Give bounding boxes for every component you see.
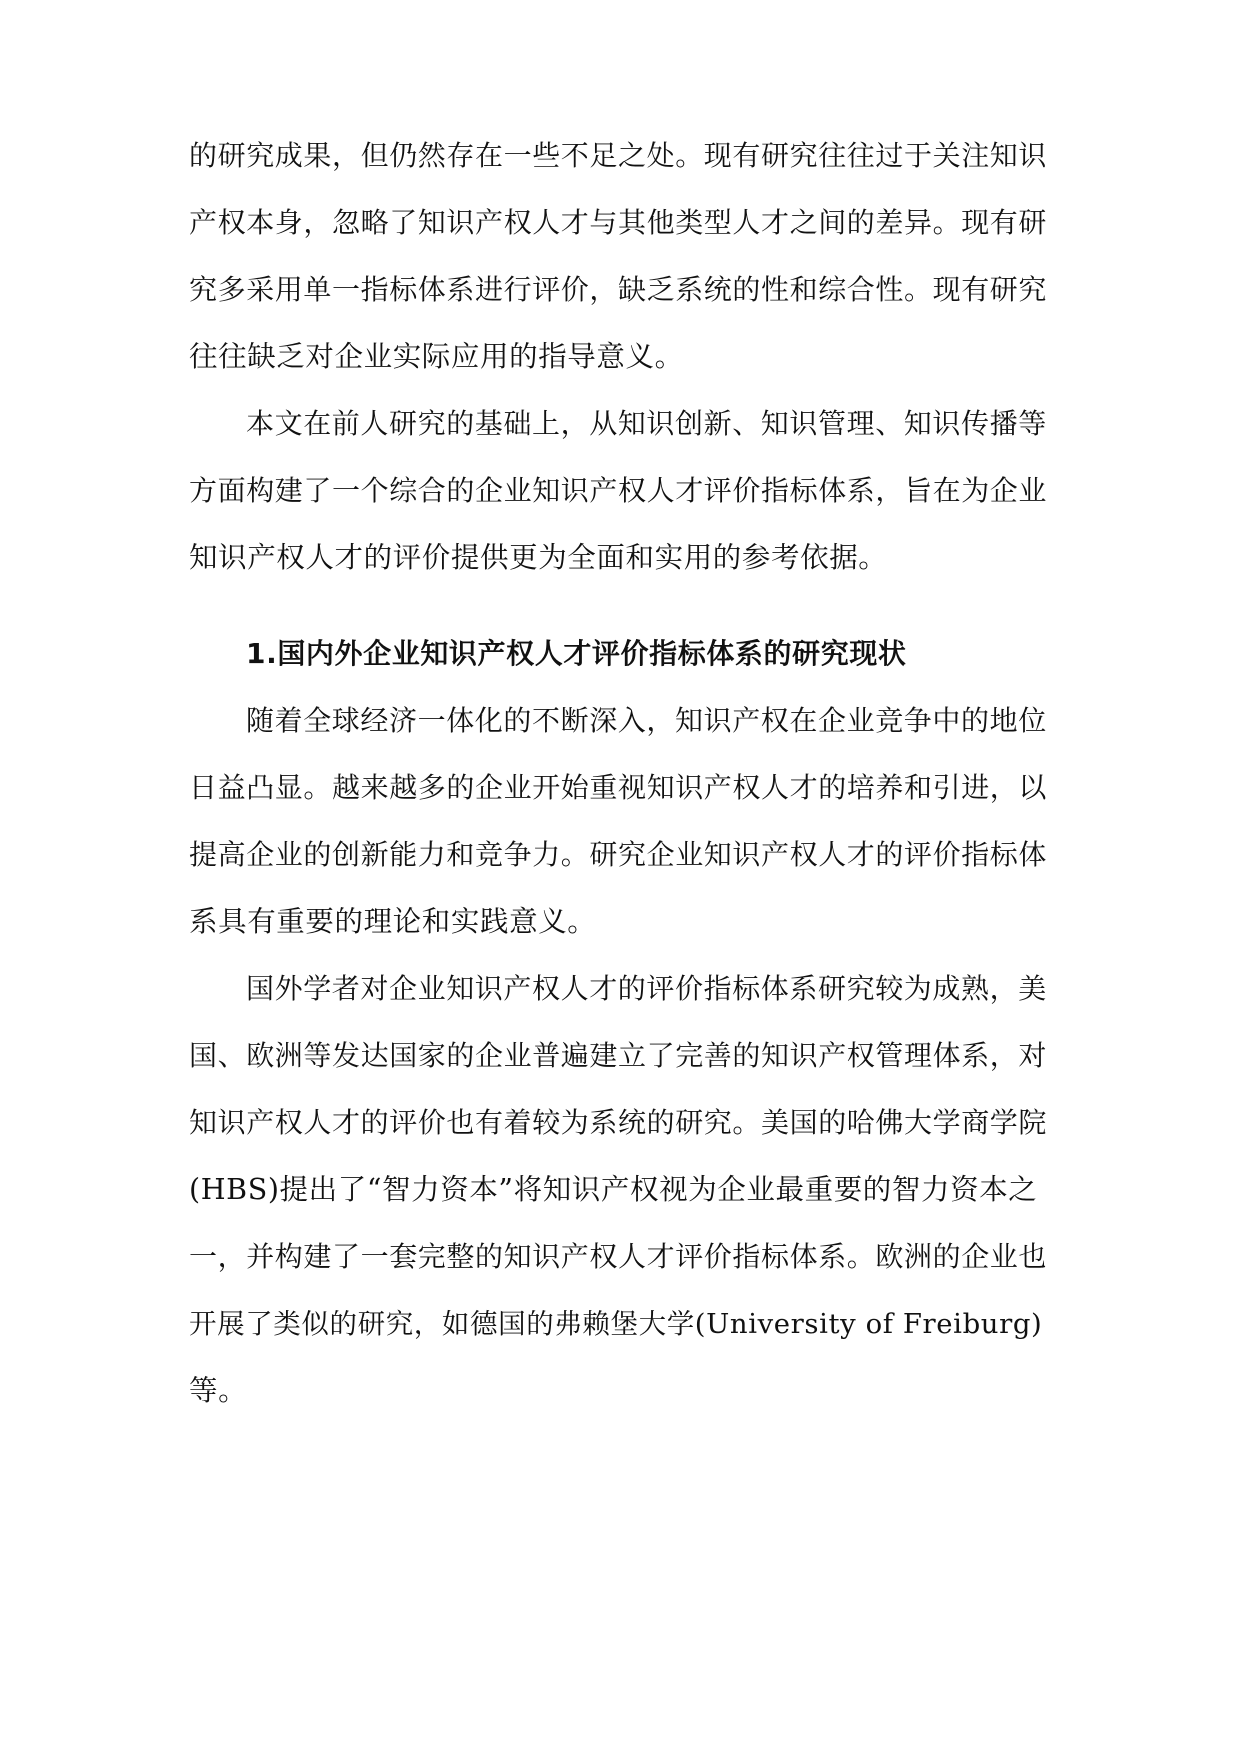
paragraph-4-line-5: 一，并构建了一套完整的知识产权人才评价指标体系。欧洲的企业也 [189,1240,1048,1273]
paragraph-2-line-3: 知识产权人才的评价提供更为全面和实用的参考依据。 [189,541,888,574]
paragraph-3-line-4: 系具有重要的理论和实践意义。 [189,905,597,938]
section-heading: 1.国内外企业知识产权人才评价指标体系的研究现状 [246,637,907,670]
paragraph-1-line-1: 的研究成果，但仍然存在一些不足之处。现有研究往往过于关注知识 [189,139,1048,172]
paragraph-4-line-4: (HBS)提出了“智力资本”将知识产权视为企业最重要的智力资本之 [189,1173,1038,1206]
paragraph-4-line-6: 开展了类似的研究，如德国的弗赖堡大学(University of Freiburg) [189,1308,1043,1340]
paragraph-4-line-3: 知识产权人才的评价也有着较为系统的研究。美国的哈佛大学商学院 [189,1106,1048,1139]
paragraph-1-line-3: 究多采用单一指标体系进行评价，缺乏系统的性和综合性。现有研究 [189,273,1048,306]
paragraph-3-line-1: 随着全球经济一体化的不断深入，知识产权在企业竞争中的地位 [246,704,1047,737]
paragraph-4-line-2: 国、欧洲等发达国家的企业普遍建立了完善的知识产权管理体系，对 [189,1039,1048,1072]
paragraph-4-line-1: 国外学者对企业知识产权人才的评价指标体系研究较为成熟，美 [246,972,1047,1005]
paragraph-1-line-2: 产权本身，忽略了知识产权人才与其他类型人才之间的差异。现有研 [189,206,1048,239]
paragraph-3-line-2: 日益凸显。越来越多的企业开始重视知识产权人才的培养和引进，以 [189,771,1048,804]
paragraph-3-line-3: 提高企业的创新能力和竞争力。研究企业知识产权人才的评价指标体 [189,838,1048,871]
paragraph-2-line-1: 本文在前人研究的基础上，从知识创新、知识管理、知识传播等 [246,407,1047,440]
paragraph-1-line-4: 往往缺乏对企业实际应用的指导意义。 [189,340,684,373]
paragraph-4-line-7: 等。 [189,1374,248,1407]
paragraph-2-line-2: 方面构建了一个综合的企业知识产权人才评价指标体系，旨在为企业 [189,474,1048,507]
